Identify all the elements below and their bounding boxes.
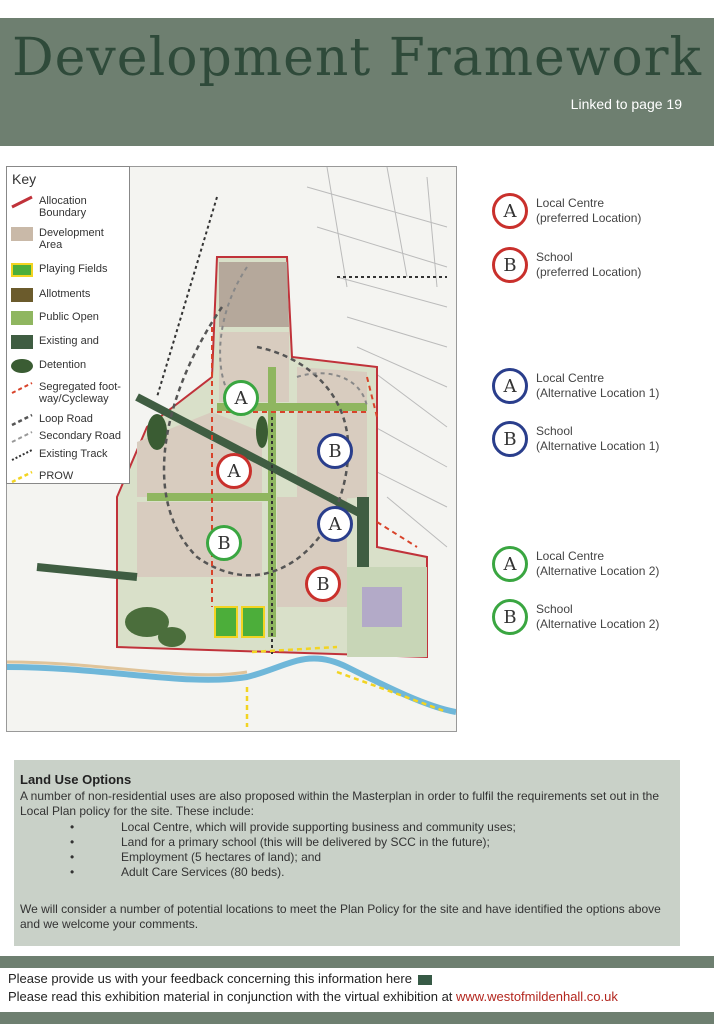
- marker-letter: A: [227, 460, 241, 482]
- option-circle: [492, 546, 528, 582]
- feedback-link-square-icon[interactable]: [418, 975, 432, 985]
- boundary-line-icon: [11, 195, 33, 209]
- option-title: Local Centre: [536, 549, 605, 563]
- footer-bar-top: [0, 956, 714, 968]
- list-item: • Local Centre, which will provide supporting business and community uses;: [14, 820, 516, 835]
- option-location: (Alternative Location 1): [536, 439, 660, 453]
- key-label: PROW: [39, 470, 74, 482]
- key-label: Public Open: [39, 311, 99, 323]
- option-circle: [492, 193, 528, 229]
- footway-dashed-icon: [11, 381, 33, 395]
- option-letter: A: [503, 200, 517, 222]
- land-use-closing: We will consider a number of potential locations to meet the Plan Policy for the site and have identified the options above and we welcome your comments.: [20, 902, 661, 931]
- option-circle: [492, 247, 528, 283]
- option-letter: A: [503, 553, 517, 575]
- key-item-allocation-boundary: [11, 195, 129, 219]
- option-title: Local Centre: [536, 196, 605, 210]
- option-circle: [492, 368, 528, 404]
- option-location: (preferred Location): [536, 265, 642, 279]
- option-circle: [492, 599, 528, 635]
- key-item-development-area: [11, 227, 129, 251]
- marker-letter: B: [217, 532, 231, 554]
- land-use-heading: Land Use Options: [20, 772, 132, 787]
- development-area-swatch-icon: [11, 227, 33, 241]
- key-item-playing-fields: [11, 263, 107, 277]
- option-title: School: [536, 602, 573, 616]
- allotments-swatch-icon: [11, 288, 33, 302]
- page-title: Development Framework: [11, 28, 703, 88]
- option-local-centre-alt1: [492, 368, 659, 404]
- website-link[interactable]: www.westofmildenhall.co.uk: [456, 989, 618, 1004]
- option-school-alt1: [492, 421, 659, 457]
- list-item: • Land for a primary school (this will be delivered by SCC in the future);: [14, 835, 516, 850]
- key-label: Allotments: [39, 288, 91, 300]
- list-item: • Employment (5 hectares of land); and: [14, 850, 516, 865]
- key-item-prow: [11, 470, 73, 484]
- option-letter: B: [503, 254, 517, 276]
- option-title: School: [536, 250, 573, 264]
- option-local-centre-alt2: [492, 546, 659, 582]
- map-marker-school-alt2: [206, 525, 242, 561]
- key-label: Existing and: [39, 335, 99, 347]
- option-location: (Alternative Location 1): [536, 386, 660, 400]
- playing-fields-swatch-icon: [11, 263, 33, 277]
- linked-page-note: Linked to page 19: [570, 96, 682, 112]
- key-item-secondary-road: [11, 430, 121, 444]
- map-marker-local-centre-alt1: [317, 506, 353, 542]
- secondary-road-dashed-icon: [11, 430, 33, 444]
- key-item-footway: [11, 381, 129, 405]
- key-label: Existing Track: [39, 448, 108, 460]
- key-item-existing-track: [11, 448, 107, 462]
- map-key: [6, 166, 130, 484]
- marker-letter: A: [328, 513, 342, 535]
- option-title: Local Centre: [536, 371, 605, 385]
- feedback-line: [8, 971, 432, 986]
- option-location: (Alternative Location 2): [536, 617, 660, 631]
- key-label: Loop Road: [39, 413, 93, 425]
- feedback-text: Please provide us with your feedback concerning this information here: [8, 971, 412, 986]
- footer-bar-bottom: [0, 1012, 714, 1024]
- key-label: Playing Fields: [39, 263, 108, 275]
- option-title: School: [536, 424, 573, 438]
- marker-letter: B: [328, 440, 342, 462]
- key-item-public-open: [11, 311, 99, 325]
- option-location: (Alternative Location 2): [536, 564, 660, 578]
- land-use-options-panel: [14, 760, 680, 946]
- detention-pond-icon: [11, 359, 33, 373]
- key-label: Allocation Boundary: [39, 195, 87, 219]
- option-letter: A: [503, 375, 517, 397]
- marker-letter: A: [234, 387, 248, 409]
- read-line: [8, 989, 618, 1004]
- land-use-intro: A number of non-residential uses are also proposed within the Masterplan in order to fulfil the requirements set out in the Local Plan policy for the site. These include:: [20, 789, 660, 818]
- existing-planting-swatch-icon: [11, 335, 33, 349]
- option-school-preferred: [492, 247, 641, 283]
- key-item-existing: [11, 335, 99, 349]
- land-use-list: [14, 820, 516, 880]
- loop-road-dashed-icon: [11, 413, 33, 427]
- option-local-centre-preferred: [492, 193, 641, 229]
- option-circle: [492, 421, 528, 457]
- list-item: • Adult Care Services (80 beds).: [14, 865, 516, 880]
- key-label: Detention: [39, 359, 87, 371]
- map-marker-local-centre-preferred: [216, 453, 252, 489]
- map-marker-school-preferred: [305, 566, 341, 602]
- prow-dashed-icon: [11, 470, 33, 484]
- key-label: Development Area: [39, 227, 104, 251]
- key-item-loop-road: [11, 413, 93, 427]
- option-letter: B: [503, 606, 517, 628]
- marker-letter: B: [316, 573, 330, 595]
- map-marker-local-centre-alt2: [223, 380, 259, 416]
- map-marker-school-alt1: [317, 433, 353, 469]
- existing-track-dashed-icon: [11, 448, 33, 462]
- key-item-allotments: [11, 288, 90, 302]
- key-item-detention: [11, 359, 86, 373]
- key-label: Segregated foot-way/Cycleway: [39, 381, 121, 405]
- read-text: Please read this exhibition material in conjunction with the virtual exhibition at: [8, 989, 457, 1004]
- public-open-swatch-icon: [11, 311, 33, 325]
- option-school-alt2: [492, 599, 659, 635]
- key-title: Key: [12, 171, 37, 187]
- option-letter: B: [503, 428, 517, 450]
- option-location: (preferred Location): [536, 211, 642, 225]
- key-label: Secondary Road: [39, 430, 121, 442]
